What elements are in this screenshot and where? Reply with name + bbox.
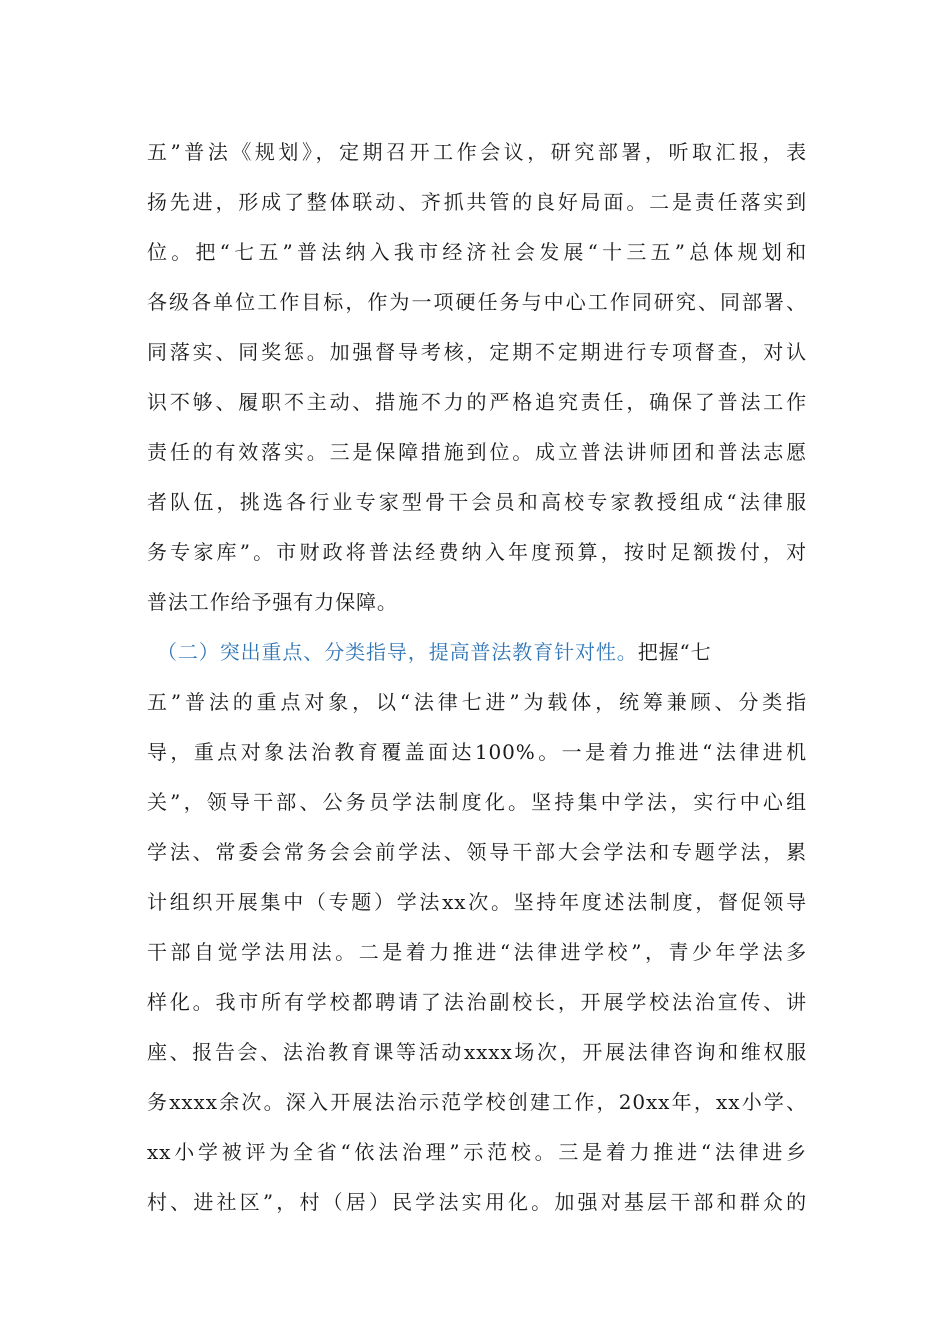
section-heading-tail: 把握“七 [637,640,712,664]
text-line: 普法工作给予强有力保障。 [147,590,398,614]
text-line: 导，重点对象法治教育覆盖面达100%。一是着力推进“法律进机 [147,740,807,764]
text-line: 者队伍，挑选各行业专家型骨干会员和高校专家教授组成“法律服 [147,490,807,514]
text-line: 同落实、同奖惩。加强督导考核，定期不定期进行专项督查，对认 [147,340,807,364]
text-line: 位。把“七五”普法纳入我市经济社会发展“十三五”总体规划和 [147,240,807,264]
section-heading-line [147,632,807,672]
text-line: 样化。我市所有学校都聘请了法治副校长，开展学校法治宣传、讲 [147,990,807,1014]
text-line: 学法、常委会常务会会前学法、领导干部大会学法和专题学法，累 [147,840,807,864]
text-line: 村、进社区”，村（居）民学法实用化。加强对基层干部和群众的 [147,1190,807,1214]
text-line: 五”普法《规划》，定期召开工作会议，研究部署，听取汇报，表 [147,140,807,164]
text-line: 务xxxx余次。深入开展法治示范学校创建工作，20xx年，xx小学、 [147,1090,807,1114]
text-line: 座、报告会、法治教育课等活动xxxx场次，开展法律咨询和维权服 [147,1040,807,1064]
text-line: 识不够、履职不主动、措施不力的严格追究责任，确保了普法工作 [147,390,807,414]
text-line: 关”，领导干部、公务员学法制度化。坚持集中学法，实行中心组 [147,790,807,814]
text-line: 干部自觉学法用法。二是着力推进“法律进学校”，青少年学法多 [147,940,807,964]
text-line: 五”普法的重点对象，以“法律七进”为载体，统筹兼顾、分类指 [147,690,807,714]
text-line: xx小学被评为全省“依法治理”示范校。三是着力推进“法律进乡 [147,1140,807,1164]
text-line: 各级各单位工作目标，作为一项硬任务与中心工作同研究、同部署、 [147,290,807,314]
section-heading: （二）突出重点、分类指导，提高普法教育针对性。 [157,640,638,664]
text-line: 务专家库”。市财政将普法经费纳入年度预算，按时足额拨付，对 [147,540,807,564]
text-line: 责任的有效落实。三是保障措施到位。成立普法讲师团和普法志愿 [147,440,807,464]
text-line: 扬先进，形成了整体联动、齐抓共管的良好局面。二是责任落实到 [147,190,807,214]
text-line: 计组织开展集中（专题）学法xx次。坚持年度述法制度，督促领导 [147,890,807,914]
